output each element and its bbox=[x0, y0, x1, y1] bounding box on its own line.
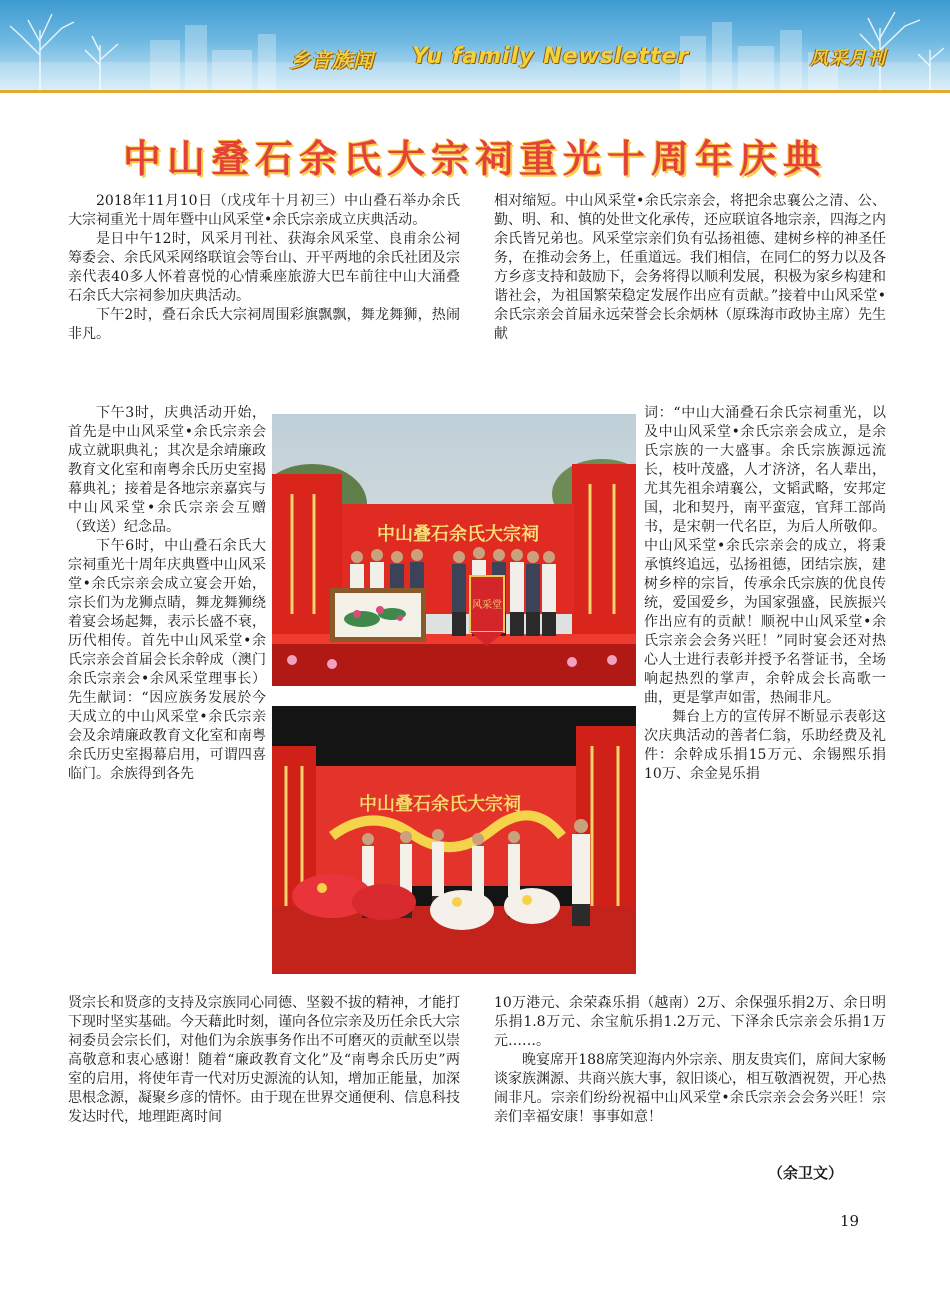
article-title: 中山叠石余氏大宗祠重光十周年庆典 bbox=[122, 136, 827, 181]
left-column-bottom bbox=[68, 994, 460, 1127]
photo1-pennant-text: 风采堂 bbox=[472, 600, 502, 611]
right-column-bottom bbox=[494, 994, 886, 1127]
paragraph-6pm: 下午6时，中山叠石余氏大宗祠重光十周年庆典暨中山风采堂•余氏宗亲会成立宴会开始，宗长们为龙狮点睛，舞龙舞狮绕着宴会场起舞，表示长盛不衰，历代相传。首先中山风采堂•余氏宗亲会首届会长余幹成（澳门余氏宗亲会•余风采堂理事长）先生献词：“因应族务发展於今天成立的中山风采堂•余氏宗亲会及余靖廉政教育文化室和南粤余氏历史室揭幕启用，可谓四喜临门。余族得到各先 bbox=[68, 538, 266, 782]
paragraph-noon: 是日中午12时，风采月刊社、获海余风采堂、良甫余公祠筹委会、余氏风采网络联谊会等台山、开平两地的余氏社团及宗亲代表40多人怀着喜悦的心情乘座旅游大巴车前往中山大涌叠石余氏大宗祠参加庆典活动。 bbox=[68, 231, 460, 304]
header-newsletter-name: Yu family Newsletter bbox=[412, 44, 690, 69]
right-column-narrow bbox=[644, 404, 886, 784]
page-number: 19 bbox=[840, 1212, 860, 1230]
photo-ceremony-group bbox=[272, 414, 636, 686]
paragraph-banquet: 晚宴席开188席笑迎海内外宗亲、朋友贵宾们，席间大家畅谈家族渊源、共商兴族大事，叙旧谈心，相互敬酒祝贺，开心热闹非凡。宗亲们纷纷祝福中山风采堂•余氏宗亲会会务兴旺！宗亲们幸福安康！事事如意！ bbox=[494, 1052, 886, 1125]
header-divider bbox=[0, 90, 950, 93]
photo1-backdrop-text: 中山叠石余氏大宗祠 bbox=[377, 524, 539, 545]
paragraph-6pm-continued: 贤宗长和贤彦的支持及宗族同心同德、坚毅不拔的精神，才能打下现时坚实基础。今天藉此时刻，谨向各位宗亲及历任余氏大宗祠委员会宗长们，对他们为余族事务作出不可磨灭的贡献至以崇高敬意和衷心感谢！随着“廉政教育文化”及“南粤余氏历史”两室的启用，将使年青一代对历史源流的认知，增加正能量，加深思根念源，凝聚乡彦的情怀。由于现在世界交通便利、信息科技发达时代，地理距离时间 bbox=[68, 995, 460, 1125]
paragraph-donations-continued: 10万港元、余荣森乐捐（越南）2万、余保强乐捐2万、余日明乐捐1.8万元、余宝航乐捐1.2万元、下泽余氏宗亲会乐捐1万元……。 bbox=[494, 995, 886, 1049]
paragraph-speech-continued: 相对缩短。中山风采堂•余氏宗亲会，将把余忠襄公之清、公、勤、明、和、慎的处世文化承传，还应联谊各地宗亲，四海之内余氏皆兄弟也。风采堂宗亲们负有弘扬祖德、建树乡梓的神圣任务，在推动会务上，任重道远。我们相信，在同仁的努力以及各方乡彦支持和鼓励下，会务将得以顺利发展，积极为家乡构建和谐社会，为祖国繁荣稳定发展作出应有贡献。”接着中山风采堂•余氏宗亲会首届永远荣誉会长余炳林（原珠海市政协主席）先生献 bbox=[494, 193, 886, 342]
header-banner bbox=[0, 0, 950, 92]
left-column-top bbox=[68, 192, 460, 344]
paragraph-3pm: 下午3时，庆典活动开始，首先是中山风采堂•余氏宗亲会成立就职典礼；其次是余靖廉政教育文化室和南粤余氏历史室揭幕典礼；接着是各地宗亲嘉宾与中山风采堂•余氏宗亲会互赠（致送）纪念品。 bbox=[68, 405, 266, 535]
photo-banquet-lion-dance bbox=[272, 706, 636, 974]
author-signature: （余卫文） bbox=[768, 1164, 844, 1182]
right-column-top bbox=[494, 192, 886, 344]
paragraph-2pm: 下午2时，叠石余氏大宗祠周围彩旗飘飘，舞龙舞狮，热闹非凡。 bbox=[68, 307, 460, 342]
paragraph-date: 2018年11月10日（戊戌年十月初三）中山叠石举办余氏大宗祠重光十周年暨中山风采堂•余氏宗亲成立庆典活动。 bbox=[68, 193, 460, 228]
header-magazine-name: 风采月刊 bbox=[810, 48, 886, 69]
paragraph-donations: 舞台上方的宣传屏不断显示表彰这次庆典活动的善者仁翁，乐助经费及礼件：余幹成乐捐15万元、余锡熙乐捐10万、余金晃乐捐 bbox=[644, 709, 886, 782]
left-column-narrow bbox=[68, 404, 266, 784]
header-section-label: 乡音族闻 bbox=[290, 48, 374, 72]
paragraph-second-speech: 词：“中山大涌叠石余氏宗祠重光，以及中山风采堂•余氏宗亲会成立，是余氏宗族的一大盛事。余氏宗族源远流长，枝叶茂盛，人才济济，名人辈出，尤其先祖余靖襄公，文韬武略，安邦定国，北和契丹，南平蛮寇，官拜工部尚书，是宋朝一代名臣，为后人所敬仰。中山风采堂•余氏宗亲会的成立，将秉承慎终追远，弘扬祖德，团结宗族，建树乡梓的宗旨，传承余氏宗族的优良传统，爱国爱乡，为国家强盛，民族振兴作出应有的贡献！顺祝中山风采堂•余氏宗亲会会务兴旺！”同时宴会还对热心人士进行表彰并授予名誉证书，全场响起热烈的掌声，余幹成会长高歌一曲，更是掌声如雷，热闹非凡。 bbox=[644, 405, 886, 706]
photo2-backdrop-text: 中山叠石余氏大宗祠 bbox=[359, 794, 521, 815]
